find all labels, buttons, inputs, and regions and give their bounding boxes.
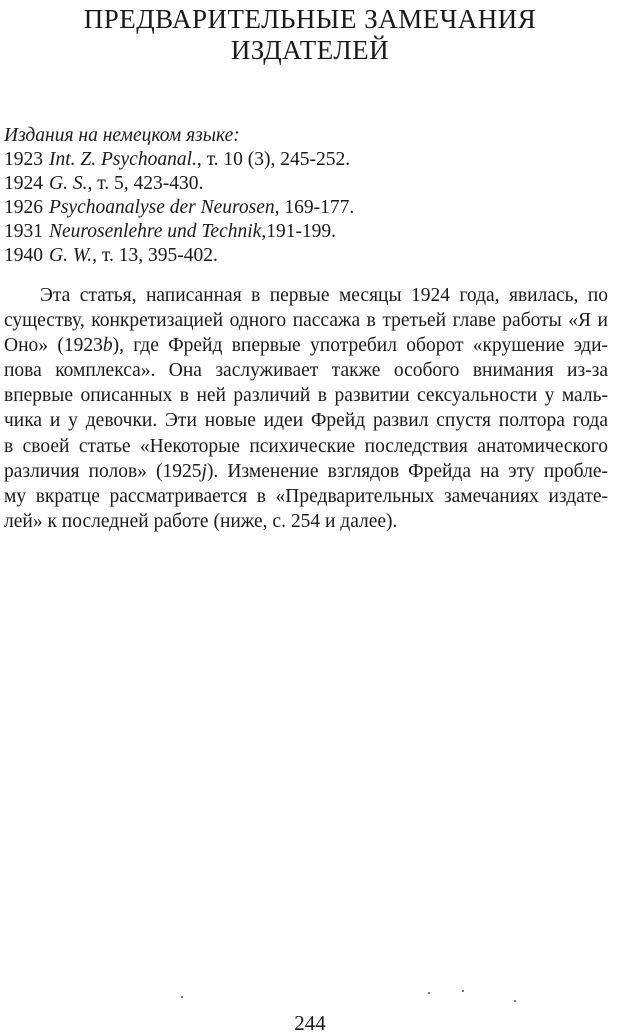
edition-row (4, 220, 604, 244)
text-line: лей» к последней работе (ниже, с. 254 и далее). (4, 510, 398, 532)
text-fragment: Оно» (1923 (4, 335, 103, 357)
edition-year: 1940 (4, 245, 43, 266)
text-fragment-italic: j (201, 460, 207, 482)
edition-row (4, 244, 604, 268)
edition-details: , 169-177. (274, 197, 355, 218)
edition-details: , т. 13, 395-402. (92, 245, 218, 266)
german-editions-list (4, 124, 604, 268)
page-title (0, 4, 620, 66)
text-line: чика и у девочки. Эти новые идеи Фрейд развил спустя полтора года (4, 410, 608, 432)
text-fragment: ). Изменение взглядов Фрейда на эту пробле- (206, 460, 608, 482)
text-line: Эта статья, написанная в первые месяцы 1924 года, явилась, по (40, 285, 608, 306)
scan-speck (514, 1000, 516, 1002)
text-line: существу, конкретизацией одного пассажа в третьей главе работы «Я и (4, 310, 608, 332)
edition-year: 1931 (4, 221, 43, 242)
edition-source: Int. Z. Psychoanal. (49, 149, 197, 170)
editions-lead: Издания на немецком языке: (4, 125, 240, 146)
edition-row (4, 172, 604, 196)
edition-row (4, 148, 604, 172)
text-line: му вкратце рассматривается в «Предварительных замечаниях издате- (4, 485, 608, 507)
edition-details: , т. 10 (3), 245-252. (196, 149, 351, 170)
text-line (4, 459, 608, 484)
edition-year: 1926 (4, 197, 43, 218)
text-line (4, 333, 608, 358)
page-number: 244 (294, 1011, 326, 1035)
edition-source: Neurosenlehre und Technik (49, 221, 262, 242)
text-line: пова комплекса». Она заслуживает также особого внимания из-за (4, 360, 608, 382)
text-fragment: ), где Фрейд впервые употребил оборот «крушение эди- (112, 335, 608, 357)
text-fragment: различия полов» (1925 (4, 460, 202, 482)
scan-speck (428, 992, 430, 994)
edition-source: G. S. (49, 173, 88, 194)
text-fragment-italic: b (102, 335, 113, 357)
text-line: в своей статье «Некоторые психические последствия анатомического (4, 435, 608, 457)
edition-year: 1924 (4, 173, 43, 194)
edition-details: ,191-199. (261, 221, 337, 242)
text-line: впервые описанных в ней различий в развитии сексуальности у маль- (4, 385, 608, 407)
scan-speck (181, 996, 183, 998)
title-line-1: ПРЕДВАРИТЕЛЬНЫЕ ЗАМЕЧАНИЯ (83, 4, 537, 34)
title-line-2: ИЗДАТЕЛЕЙ (230, 35, 390, 65)
edition-source: Psychoanalyse der Neurosen (49, 197, 275, 218)
body-paragraph (4, 283, 608, 534)
edition-source: G. W. (49, 245, 93, 266)
edition-row (4, 196, 604, 220)
edition-details: , т. 5, 423-430. (87, 173, 204, 194)
scan-speck (462, 990, 464, 992)
edition-year: 1923 (4, 149, 43, 170)
